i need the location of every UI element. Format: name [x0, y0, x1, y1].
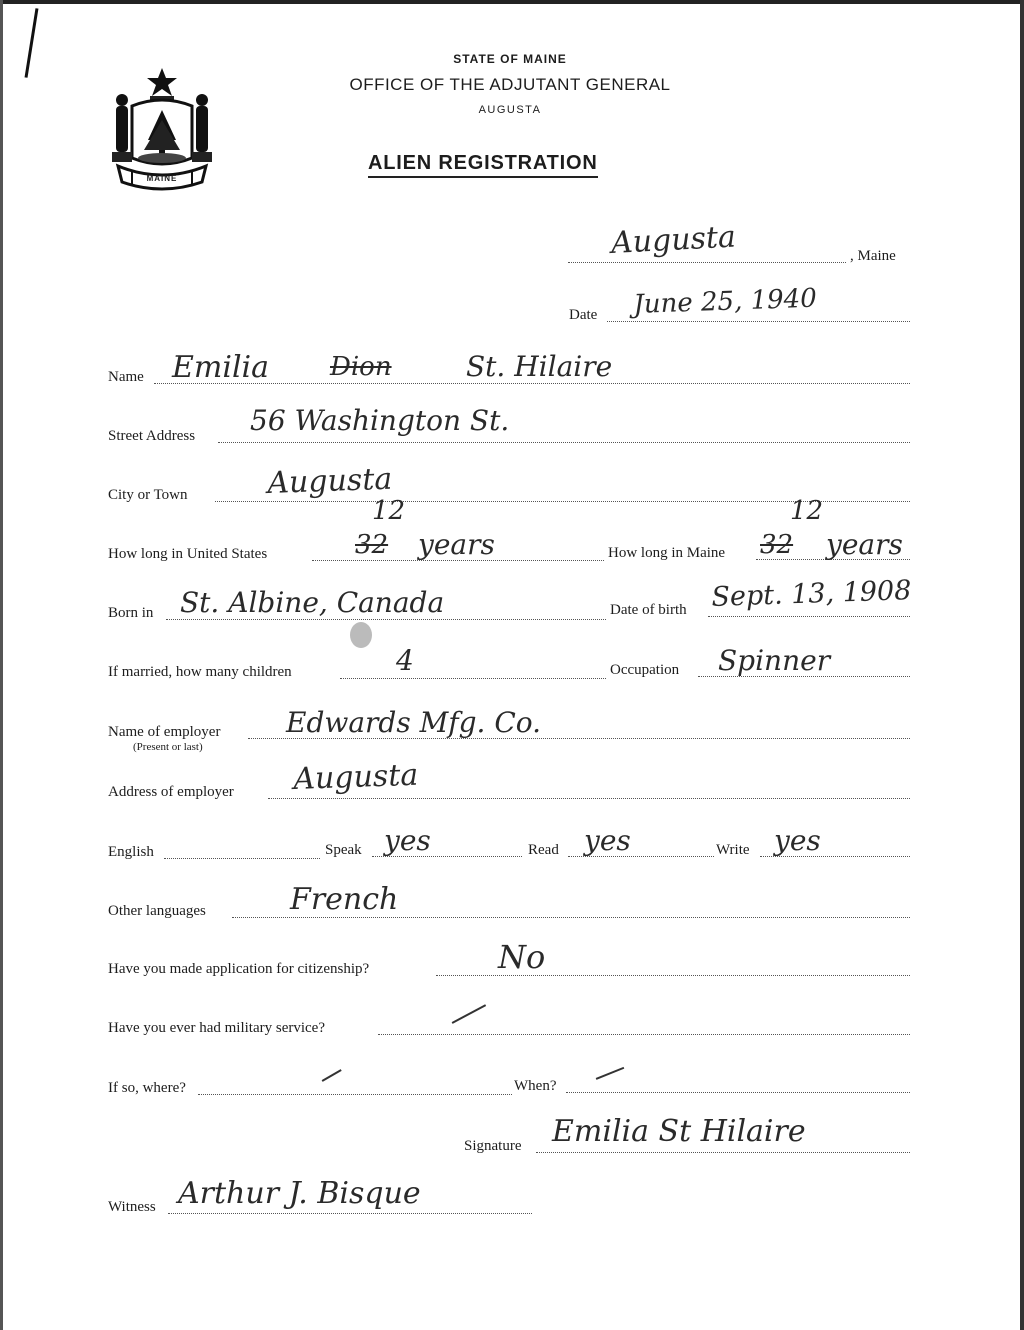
employer-address-label: Address of employer — [108, 784, 234, 800]
write-label: Write — [716, 842, 750, 858]
street-line — [218, 442, 910, 443]
where-dash-mark — [322, 1069, 342, 1081]
born-entry: St. Albine, Canada — [180, 586, 445, 619]
employer-entry: Edwards Mfg. Co. — [286, 706, 542, 739]
children-entry: 4 — [396, 644, 414, 677]
dob-label: Date of birth — [610, 602, 687, 618]
us-duration-label: How long in United States — [108, 546, 268, 562]
form-title: ALIEN REGISTRATION — [368, 152, 598, 178]
maine-duration-unit: years — [826, 528, 903, 561]
date-label: Date — [569, 307, 598, 323]
town-line — [568, 262, 846, 263]
citizenship-label: Have you made application for citizenship? — [108, 961, 370, 977]
witness-entry: Arthur J. Bisque — [178, 1176, 421, 1211]
speak-label: Speak — [325, 842, 362, 858]
town-entry: Augusta — [610, 219, 737, 261]
signature-entry: Emilia St Hilaire — [552, 1114, 806, 1149]
name-label: Name — [108, 369, 144, 385]
military-label: Have you ever had military service? — [108, 1020, 325, 1036]
dob-line — [708, 616, 910, 617]
scan-border-top — [0, 0, 1024, 4]
english-line — [164, 858, 320, 859]
city-heading: AUGUSTA — [478, 104, 542, 116]
military-dash-mark — [452, 1004, 486, 1023]
read-label: Read — [528, 842, 559, 858]
maine-duration-struck: 32 — [760, 530, 794, 560]
city-entry: Augusta — [266, 461, 393, 501]
dob-entry: Sept. 13, 1908 — [710, 575, 912, 613]
office-heading: OFFICE OF THE ADJUTANT GENERAL — [349, 75, 671, 94]
other-languages-entry: French — [290, 882, 399, 917]
citizenship-entry: No — [498, 938, 546, 976]
maine-duration-label: How long in Maine — [608, 545, 726, 561]
military-line — [378, 1034, 910, 1035]
occupation-entry: Spinner — [718, 644, 831, 677]
employer-note: (Present or last) — [133, 741, 203, 753]
us-duration-corrected: 12 — [372, 496, 406, 526]
signature-line — [536, 1152, 910, 1153]
occupation-label: Occupation — [610, 662, 680, 678]
write-entry: yes — [774, 824, 821, 857]
street-entry: 56 Washington St. — [250, 404, 510, 437]
born-line — [166, 619, 606, 620]
when-label: When? — [514, 1078, 557, 1094]
signature-label: Signature — [464, 1138, 522, 1154]
read-entry: yes — [584, 824, 631, 857]
name-struck-entry: Dion — [330, 352, 392, 382]
employer-label: Name of employer — [108, 724, 221, 740]
maine-duration-corrected: 12 — [790, 496, 824, 526]
date-line — [607, 321, 910, 322]
date-entry: June 25, 1940 — [632, 283, 818, 320]
other-languages-line — [232, 917, 910, 918]
english-label: English — [108, 844, 154, 860]
when-line — [566, 1092, 910, 1093]
born-label: Born in — [108, 605, 154, 621]
seal-scroll-label: MAINE — [146, 174, 178, 183]
ink-blot — [350, 622, 372, 648]
where-label: If so, where? — [108, 1080, 186, 1096]
when-dash-mark — [596, 1067, 624, 1080]
children-line — [340, 678, 606, 679]
name-first-entry: Emilia — [172, 350, 270, 385]
scan-border-left — [0, 0, 3, 1330]
speak-entry: yes — [384, 824, 431, 857]
city-label: City or Town — [108, 487, 188, 503]
witness-label: Witness — [108, 1199, 156, 1215]
employer-address-line — [268, 798, 910, 799]
scan-border-right — [1020, 0, 1024, 1330]
witness-line — [168, 1213, 532, 1214]
where-line — [198, 1094, 512, 1095]
us-duration-unit: years — [418, 528, 495, 561]
maine-label: , Maine — [850, 248, 896, 264]
name-last-entry: St. Hilaire — [466, 350, 613, 383]
street-label: Street Address — [108, 428, 196, 444]
state-heading: STATE OF MAINE — [453, 52, 567, 66]
employer-address-entry: Augusta — [292, 757, 419, 797]
us-duration-struck: 32 — [355, 530, 389, 560]
children-label: If married, how many children — [108, 664, 292, 680]
other-languages-label: Other languages — [108, 903, 206, 919]
pen-mark — [25, 8, 39, 78]
